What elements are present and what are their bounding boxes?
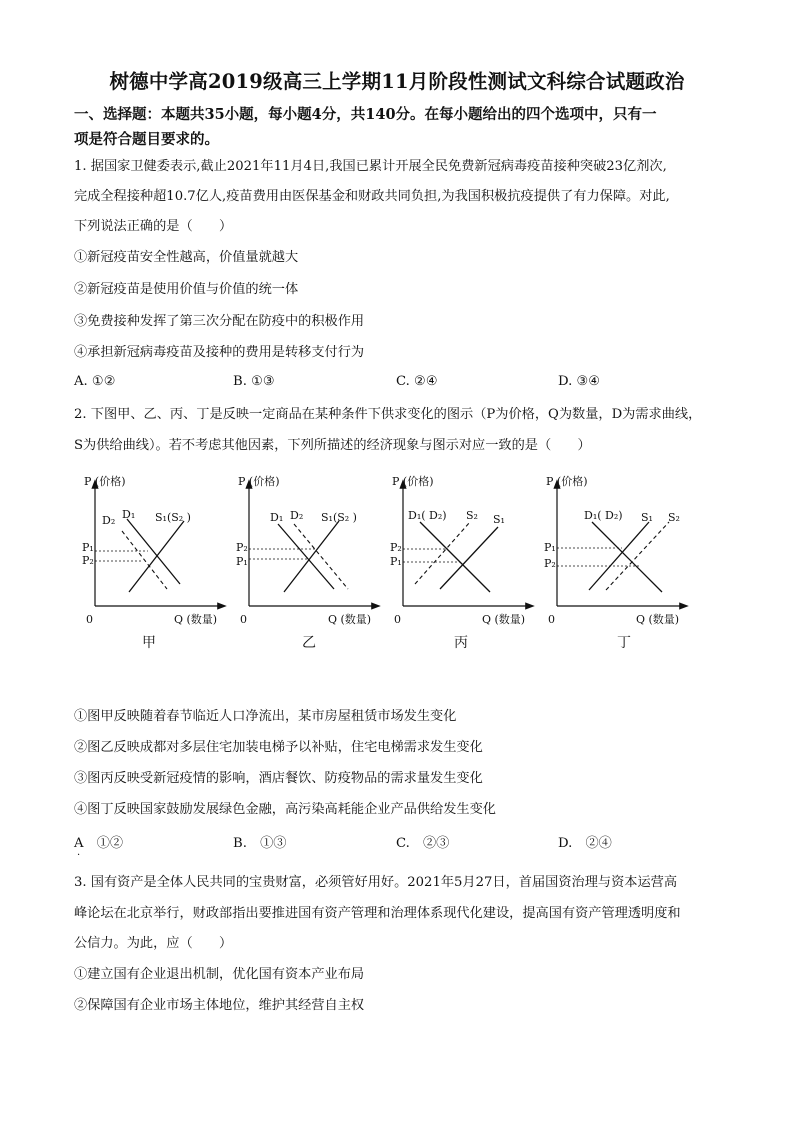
price-label-lower: P₁: [390, 555, 402, 568]
q2-statement-3: ③图丙反映受新冠疫情的影响，酒店餐饮、防疫物品的需求量发生变化: [74, 771, 483, 786]
q3-statement-2: ②保障国有企业市场主体地位，维护其经营自主权: [74, 998, 365, 1013]
price-label-upper: P₁: [544, 541, 556, 554]
price-label-lower: P₂: [82, 554, 94, 567]
demand-curve-d2: [294, 524, 348, 589]
curve-label-d2: D₂: [102, 514, 116, 527]
section-heading-line-2: 项是符合题目要求的。: [74, 131, 219, 148]
p-axis-label: P (价格): [238, 475, 280, 488]
q2-statement-4: ④图丁反映国家鼓励发展绿色金融，高污染高耗能企业产品供给发生变化: [74, 802, 496, 817]
supply-curve-s1: [284, 521, 339, 592]
q1-statement-2: ②新冠疫苗是使用价值与价值的统一体: [74, 282, 299, 297]
graph-caption: 丁: [617, 635, 631, 651]
q3-statement-1: ①建立国有企业退出机制，优化国有资本产业布局: [74, 967, 365, 982]
q-axis-label: Q (数量): [482, 613, 526, 626]
demand-curve-d1: [592, 522, 662, 592]
p-axis-label: P (价格): [392, 475, 434, 488]
p-axis-label: P (价格): [84, 475, 126, 488]
curve-label-s: S₁(S₂ ): [321, 511, 357, 524]
q-axis-label: Q (数量): [328, 613, 372, 626]
origin-label: 0: [394, 613, 401, 626]
q2-statement-2: ②图乙反映成都对多层住宅加装电梯予以补贴，住宅电梯需求发生变化: [74, 740, 483, 755]
q1-stem-line-2: 完成全程接种超10.7亿人,疫苗费用由医保基金和财政共同负担,为我国积极抗疫提供了有力保障。对此,: [74, 189, 670, 204]
q1-option-c: C. ②④: [396, 374, 438, 389]
q2-option-d: D. ②④: [558, 836, 612, 851]
q2-stem-line-1: 2. 下图甲、乙、丙、丁是反映一定商品在某种条件下供求变化的图示（P为价格，Q为数量，D为需求曲线，: [74, 407, 702, 422]
curve-label-d2: D₂: [290, 509, 304, 522]
graph-jia-plot: [82, 474, 237, 634]
q1-option-a: A. ①②: [74, 374, 116, 389]
curve-label-s1: S₁: [641, 511, 653, 524]
curve-label-d: D₁( D₂): [584, 509, 623, 522]
graph-ding-plot: [544, 474, 699, 634]
p-axis-label: P (价格): [546, 475, 588, 488]
q-axis-label: Q (数量): [174, 613, 218, 626]
graph-jia: [82, 474, 237, 659]
curve-label-s2: S₂: [668, 511, 680, 524]
q2-option-b: B. ①③: [233, 836, 287, 851]
graph-caption: 乙: [302, 635, 316, 651]
q-axis-label: Q (数量): [636, 613, 680, 626]
curve-label-s1: S₁: [493, 513, 505, 526]
curve-label-d1: D₁: [270, 511, 284, 524]
section-heading-line-1: 一、选择题：本题共35小题，每小题4分，共140分。在每小题给出的四个选项中，只有一: [74, 106, 657, 123]
supply-curve-s2: [606, 522, 669, 590]
supply-curve-s2: [415, 522, 470, 584]
q2-stem-line-2: S为供给曲线）。若不考虑其他因素，下列所描述的经济现象与图示对应一致的是（ ）: [74, 438, 591, 453]
q3-stem-line-3: 公信力。为此，应（ ）: [74, 936, 233, 951]
graph-bing-plot: [390, 474, 545, 634]
q3-stem-line-1: 3. 国有资产是全体人民共同的宝贵财富，必须管好用好。2021年5月27日，首届国资治理与资本运营高: [74, 875, 678, 890]
curve-label-s2: S₂: [466, 509, 478, 522]
q1-option-b: B. ①③: [233, 374, 275, 389]
demand-curve-d1: [278, 524, 334, 589]
q2-option-c: C. ②③: [396, 836, 450, 851]
price-label-upper: P₂: [236, 541, 248, 554]
page-title: 树德中学高2019级高三上学期11月阶段性测试文科综合试题政治: [109, 70, 685, 93]
q1-option-d: D. ③④: [558, 374, 601, 389]
graph-caption: 甲: [142, 635, 156, 651]
price-label-upper: P₂: [390, 541, 402, 554]
price-label-upper: P₁: [82, 541, 94, 554]
graph-yi: [236, 474, 391, 659]
q2-statement-1: ①图甲反映随着春节临近人口净流出，某市房屋租赁市场发生变化: [74, 709, 457, 724]
q1-statement-3: ③免费接种发挥了第三次分配在防疫中的积极作用: [74, 314, 365, 329]
graph-yi-plot: [236, 474, 391, 634]
stray-dot-mark: ·: [77, 850, 81, 861]
supply-curve-s1: [589, 522, 649, 590]
q3-stem-line-2: 峰论坛在北京举行，财政部指出要推进国有资产管理和治理体系现代化建设，提高国有资产管理透明度和: [74, 906, 681, 921]
q1-statement-4: ④承担新冠病毒疫苗及接种的费用是转移支付行为: [74, 345, 365, 360]
origin-label: 0: [548, 613, 555, 626]
q1-stem-line-3: 下列说法正确的是（ ）: [74, 219, 233, 234]
origin-label: 0: [86, 613, 93, 626]
curve-label-d1: D₁: [122, 508, 136, 521]
price-label-lower: P₂: [544, 557, 556, 570]
q1-stem-line-1: 1. 据国家卫健委表示,截止2021年11月4日,我国已累计开展全民免费新冠病毒疫苗接种突破23亿剂次,: [74, 159, 667, 174]
q2-option-a: A ①②: [74, 836, 124, 851]
demand-curve-d1: [127, 519, 180, 584]
origin-label: 0: [240, 613, 247, 626]
graph-caption: 丙: [454, 635, 468, 651]
price-label-lower: P₁: [236, 555, 248, 568]
graph-ding: [544, 474, 699, 659]
supply-curve-s1: [440, 527, 498, 589]
curve-label-d: D₁( D₂): [408, 509, 447, 522]
graph-bing: [390, 474, 545, 659]
demand-curve-d1: [420, 522, 490, 592]
q1-statement-1: ①新冠疫苗安全性越高，价值量就越大: [74, 250, 299, 265]
curve-label-s: S₁(S₂ ): [155, 511, 191, 524]
